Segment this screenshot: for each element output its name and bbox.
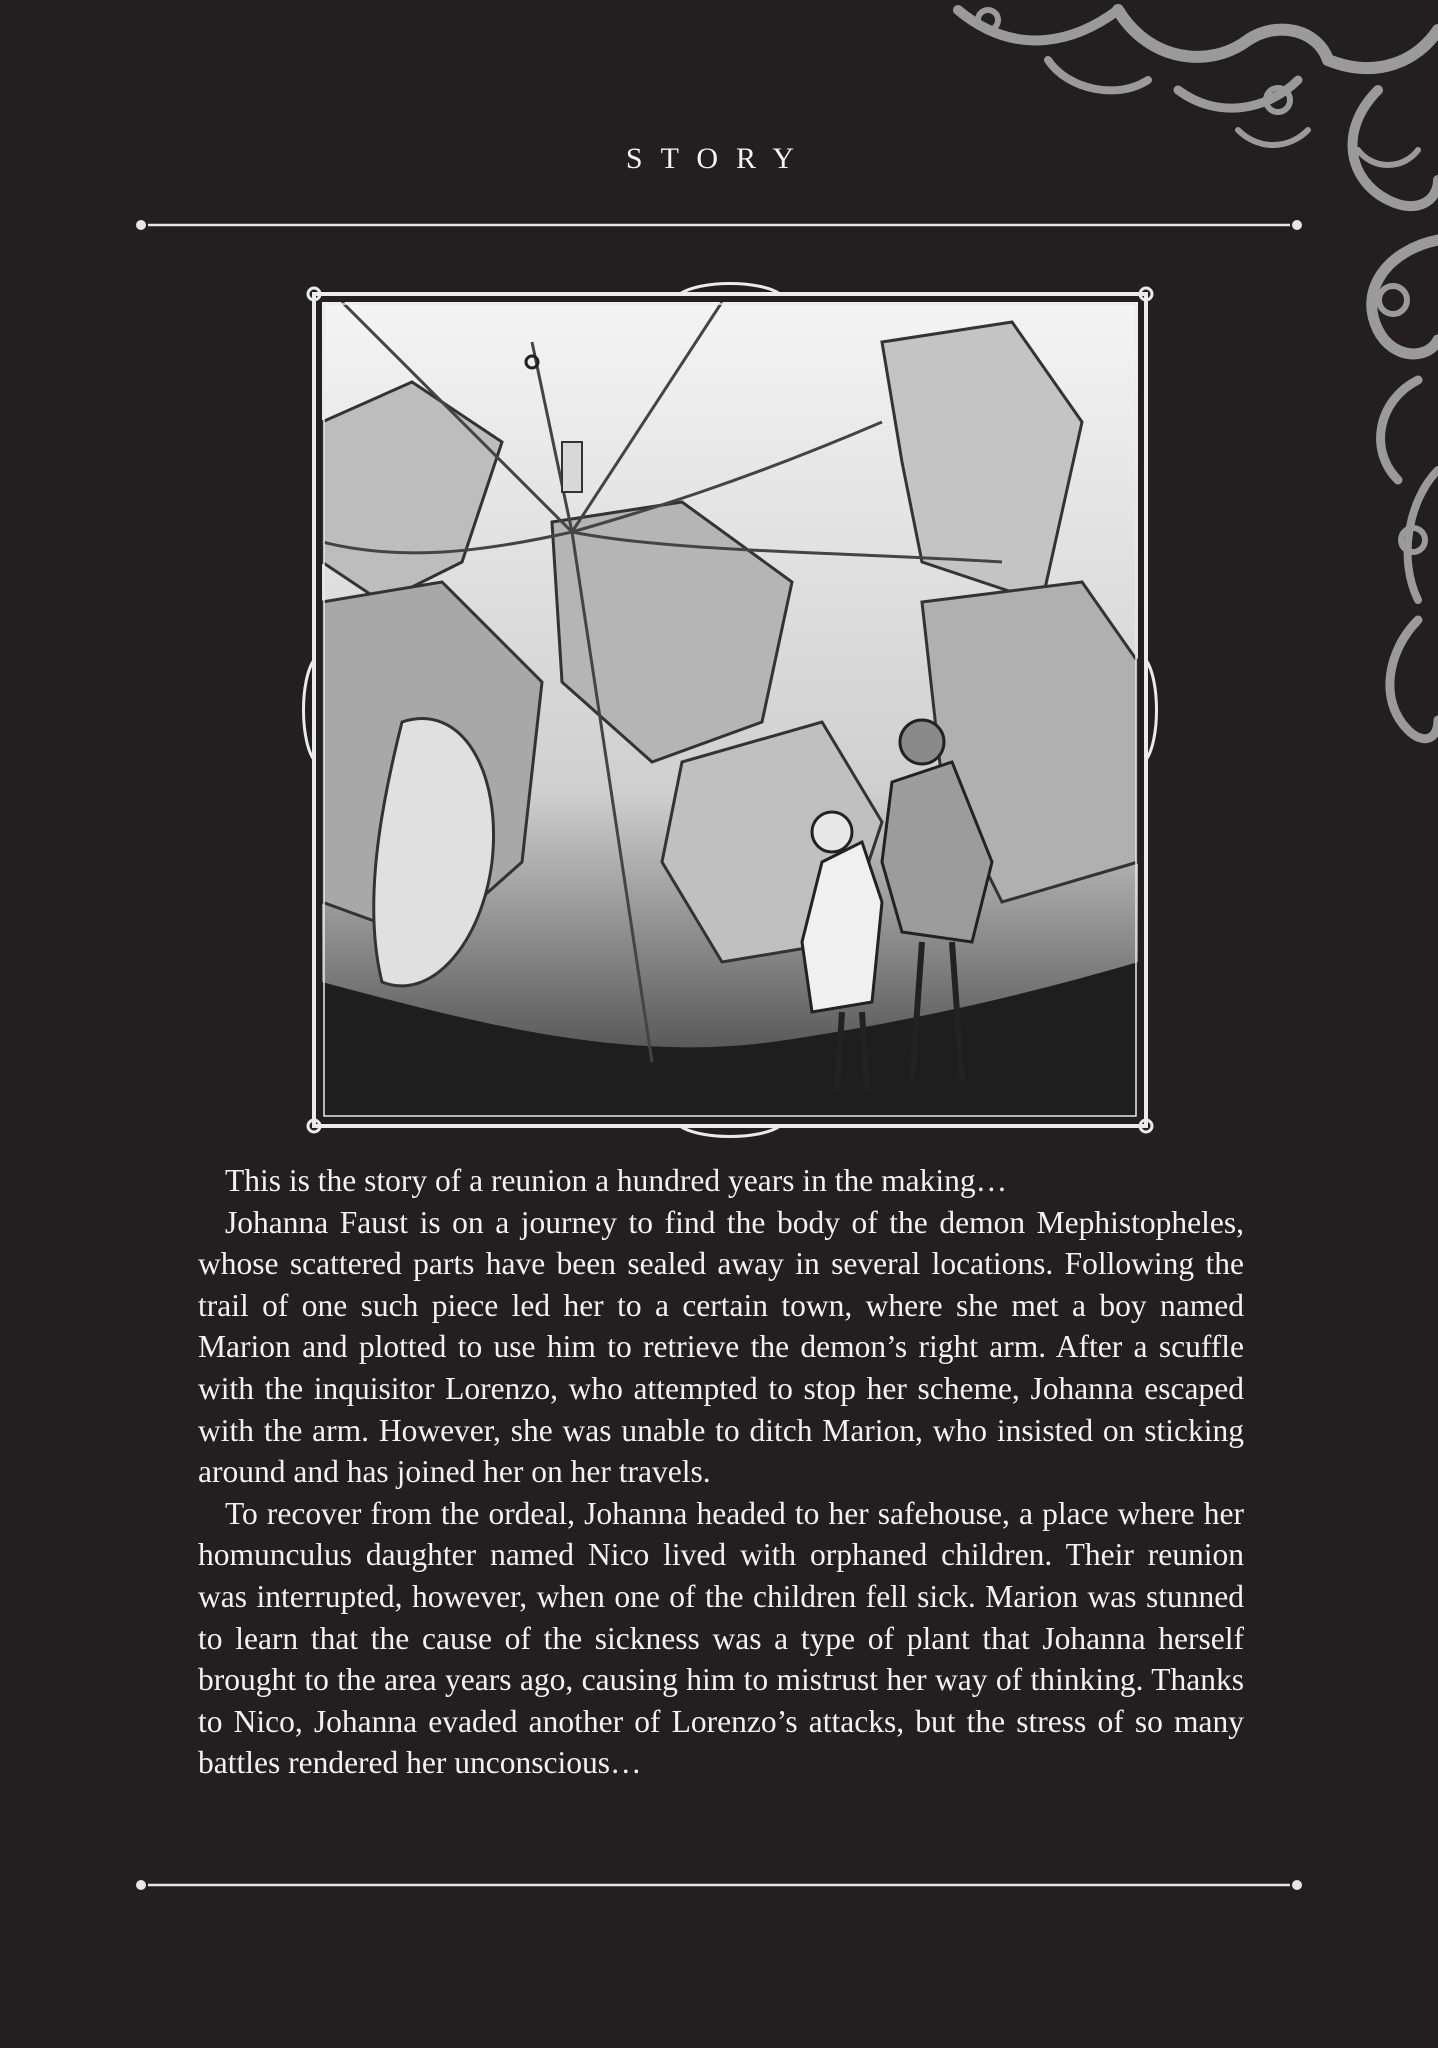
divider-rule-bottom — [134, 1875, 1304, 1895]
story-paragraph-1: This is the story of a reunion a hundred years in the making… — [225, 1163, 1008, 1198]
divider-rule-top — [134, 215, 1304, 235]
ornate-frame — [300, 280, 1160, 1140]
page-heading: STORY — [625, 142, 813, 175]
manga-illustration — [300, 280, 1160, 1140]
story-paragraph-2: Johanna Faust is on a journey to find the body of the demon Mephistopheles, whose scattered parts have been sealed away in several locations. Following the trail of one such piece led her to a certain town, where she met a boy named Marion and plotted to use him to retrieve the demon’s right arm. After a scuffle with the inquisitor Lorenzo, who attempted to stop her scheme, Johanna escaped with the arm. However, she was unable to ditch Marion, who insisted on sticking around and has joined her on her travels. — [198, 1204, 1244, 1490]
story-paragraph-3: To recover from the ordeal, Johanna headed to her safehouse, a place where her homunculus daughter named Nico lived with orphaned children. Their reunion was interrupted, however, when one of the children fell sick. Marion was stunned to learn that the cause of the sickness was a type of plant that Johanna herself brought to the area years ago, causing him to mistrust her way of thinking. Thanks to Nico, Johanna evaded another of Lorenzo’s attacks, but the stress of so many battles rendered her unconscious… — [198, 1495, 1244, 1781]
story-synopsis — [198, 1160, 1244, 1784]
